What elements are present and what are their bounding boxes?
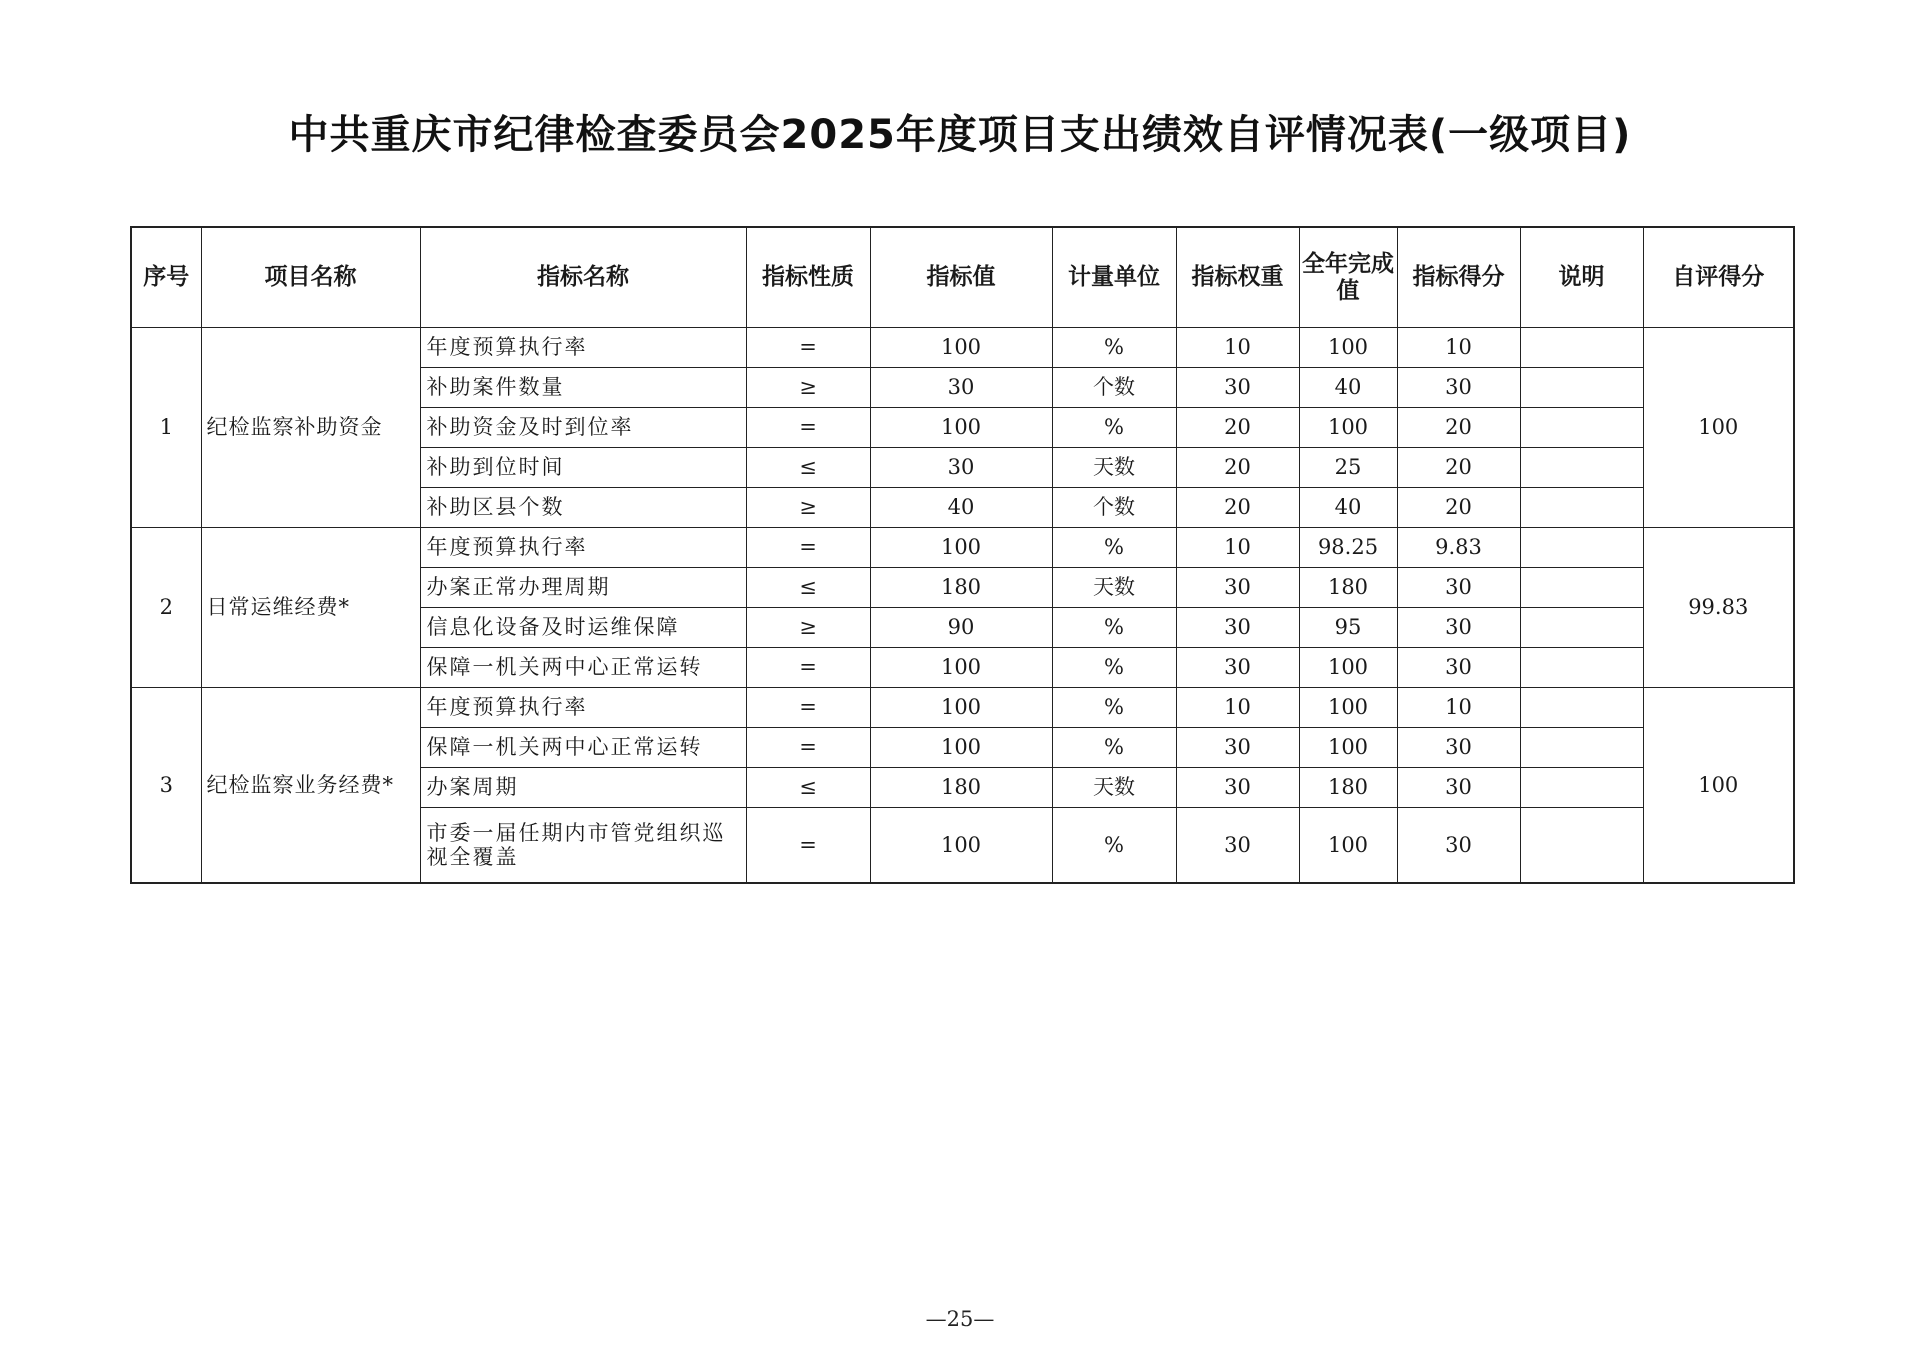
weight-cell: 10 xyxy=(1176,528,1299,568)
unit-cell: % xyxy=(1052,808,1176,884)
score-cell: 30 xyxy=(1397,368,1520,408)
completed-cell: 25 xyxy=(1299,448,1397,488)
page-title: 中共重庆市纪律检查委员会2025年度项目支出绩效自评情况表(一级项目) xyxy=(288,112,1632,158)
header-note: 说明 xyxy=(1520,227,1643,328)
indicator-cell: 年度预算执行率 xyxy=(420,688,746,728)
score-cell: 30 xyxy=(1397,648,1520,688)
value-cell: 30 xyxy=(870,368,1052,408)
unit-cell: 天数 xyxy=(1052,448,1176,488)
completed-cell: 100 xyxy=(1299,808,1397,884)
completed-cell: 180 xyxy=(1299,768,1397,808)
weight-cell: 30 xyxy=(1176,608,1299,648)
value-cell: 100 xyxy=(870,688,1052,728)
indicator-cell: 保障一机关两中心正常运转 xyxy=(420,728,746,768)
score-cell: 10 xyxy=(1397,328,1520,368)
page-number: —25— xyxy=(925,1307,995,1331)
weight-cell: 10 xyxy=(1176,688,1299,728)
project-name-cell: 纪检监察补助资金 xyxy=(201,328,420,528)
value-cell: 40 xyxy=(870,488,1052,528)
note-cell xyxy=(1520,688,1643,728)
note-cell xyxy=(1520,648,1643,688)
weight-cell: 30 xyxy=(1176,808,1299,884)
score-cell: 20 xyxy=(1397,408,1520,448)
note-cell xyxy=(1520,728,1643,768)
unit-cell: 个数 xyxy=(1052,488,1176,528)
note-cell xyxy=(1520,768,1643,808)
nature-cell: = xyxy=(746,648,870,688)
note-cell xyxy=(1520,448,1643,488)
nature-cell: ≤ xyxy=(746,448,870,488)
header-nature: 指标性质 xyxy=(746,227,870,328)
nature-cell: ≥ xyxy=(746,488,870,528)
nature-cell: ≤ xyxy=(746,768,870,808)
value-cell: 100 xyxy=(870,528,1052,568)
nature-cell: = xyxy=(746,528,870,568)
nature-cell: = xyxy=(746,328,870,368)
value-cell: 90 xyxy=(870,608,1052,648)
weight-cell: 30 xyxy=(1176,728,1299,768)
completed-cell: 100 xyxy=(1299,648,1397,688)
indicator-cell: 年度预算执行率 xyxy=(420,528,746,568)
unit-cell: % xyxy=(1052,608,1176,648)
table-row xyxy=(131,528,1794,568)
nature-cell: = xyxy=(746,688,870,728)
unit-cell: % xyxy=(1052,728,1176,768)
completed-cell: 180 xyxy=(1299,568,1397,608)
indicator-cell: 补助区县个数 xyxy=(420,488,746,528)
weight-cell: 20 xyxy=(1176,448,1299,488)
indicator-cell: 年度预算执行率 xyxy=(420,328,746,368)
header-value: 指标值 xyxy=(870,227,1052,328)
header-project: 项目名称 xyxy=(201,227,420,328)
indicator-cell: 办案周期 xyxy=(420,768,746,808)
unit-cell: % xyxy=(1052,528,1176,568)
value-cell: 180 xyxy=(870,768,1052,808)
note-cell xyxy=(1520,408,1643,448)
nature-cell: = xyxy=(746,728,870,768)
completed-cell: 100 xyxy=(1299,688,1397,728)
score-cell: 30 xyxy=(1397,808,1520,884)
nature-cell: = xyxy=(746,408,870,448)
project-name-cell: 纪检监察业务经费* xyxy=(201,688,420,884)
weight-cell: 20 xyxy=(1176,488,1299,528)
completed-cell: 100 xyxy=(1299,328,1397,368)
value-cell: 100 xyxy=(870,808,1052,884)
score-cell: 9.83 xyxy=(1397,528,1520,568)
weight-cell: 20 xyxy=(1176,408,1299,448)
indicator-cell: 补助案件数量 xyxy=(420,368,746,408)
score-cell: 30 xyxy=(1397,608,1520,648)
weight-cell: 30 xyxy=(1176,568,1299,608)
table-row xyxy=(131,328,1794,368)
note-cell xyxy=(1520,528,1643,568)
header-row xyxy=(131,227,1794,328)
self-score-cell: 100 xyxy=(1643,688,1794,884)
nature-cell: ≤ xyxy=(746,568,870,608)
header-score: 指标得分 xyxy=(1397,227,1520,328)
score-cell: 10 xyxy=(1397,688,1520,728)
note-cell xyxy=(1520,368,1643,408)
completed-cell: 95 xyxy=(1299,608,1397,648)
header-self-score: 自评得分 xyxy=(1643,227,1794,328)
header-seq: 序号 xyxy=(131,227,201,328)
score-cell: 30 xyxy=(1397,728,1520,768)
project-name-cell: 日常运维经费* xyxy=(201,528,420,688)
indicator-cell: 补助资金及时到位率 xyxy=(420,408,746,448)
value-cell: 30 xyxy=(870,448,1052,488)
performance-table xyxy=(130,226,1795,884)
header-weight: 指标权重 xyxy=(1176,227,1299,328)
value-cell: 100 xyxy=(870,648,1052,688)
nature-cell: ≥ xyxy=(746,368,870,408)
self-score-cell: 100 xyxy=(1643,328,1794,528)
score-cell: 20 xyxy=(1397,448,1520,488)
value-cell: 100 xyxy=(870,328,1052,368)
value-cell: 180 xyxy=(870,568,1052,608)
weight-cell: 10 xyxy=(1176,328,1299,368)
note-cell xyxy=(1520,488,1643,528)
value-cell: 100 xyxy=(870,408,1052,448)
weight-cell: 30 xyxy=(1176,648,1299,688)
unit-cell: % xyxy=(1052,648,1176,688)
self-score-cell: 99.83 xyxy=(1643,528,1794,688)
score-cell: 30 xyxy=(1397,568,1520,608)
note-cell xyxy=(1520,568,1643,608)
note-cell xyxy=(1520,608,1643,648)
unit-cell: % xyxy=(1052,688,1176,728)
score-cell: 20 xyxy=(1397,488,1520,528)
nature-cell: ≥ xyxy=(746,608,870,648)
unit-cell: 天数 xyxy=(1052,768,1176,808)
value-cell: 100 xyxy=(870,728,1052,768)
unit-cell: % xyxy=(1052,328,1176,368)
unit-cell: 天数 xyxy=(1052,568,1176,608)
unit-cell: % xyxy=(1052,408,1176,448)
unit-cell: 个数 xyxy=(1052,368,1176,408)
weight-cell: 30 xyxy=(1176,368,1299,408)
note-cell xyxy=(1520,808,1643,884)
indicator-cell: 补助到位时间 xyxy=(420,448,746,488)
table-row xyxy=(131,688,1794,728)
nature-cell: = xyxy=(746,808,870,884)
completed-cell: 98.25 xyxy=(1299,528,1397,568)
completed-cell: 40 xyxy=(1299,368,1397,408)
completed-cell: 40 xyxy=(1299,488,1397,528)
completed-cell: 100 xyxy=(1299,728,1397,768)
header-unit: 计量单位 xyxy=(1052,227,1176,328)
indicator-cell: 保障一机关两中心正常运转 xyxy=(420,648,746,688)
header-completed: 全年完成值 xyxy=(1299,227,1397,328)
header-indicator: 指标名称 xyxy=(420,227,746,328)
weight-cell: 30 xyxy=(1176,768,1299,808)
seq-cell: 1 xyxy=(131,328,201,528)
seq-cell: 3 xyxy=(131,688,201,884)
indicator-cell: 信息化设备及时运维保障 xyxy=(420,608,746,648)
indicator-cell: 市委一届任期内市管党组织巡视全覆盖 xyxy=(420,808,746,884)
score-cell: 30 xyxy=(1397,768,1520,808)
note-cell xyxy=(1520,328,1643,368)
completed-cell: 100 xyxy=(1299,408,1397,448)
seq-cell: 2 xyxy=(131,528,201,688)
indicator-cell: 办案正常办理周期 xyxy=(420,568,746,608)
